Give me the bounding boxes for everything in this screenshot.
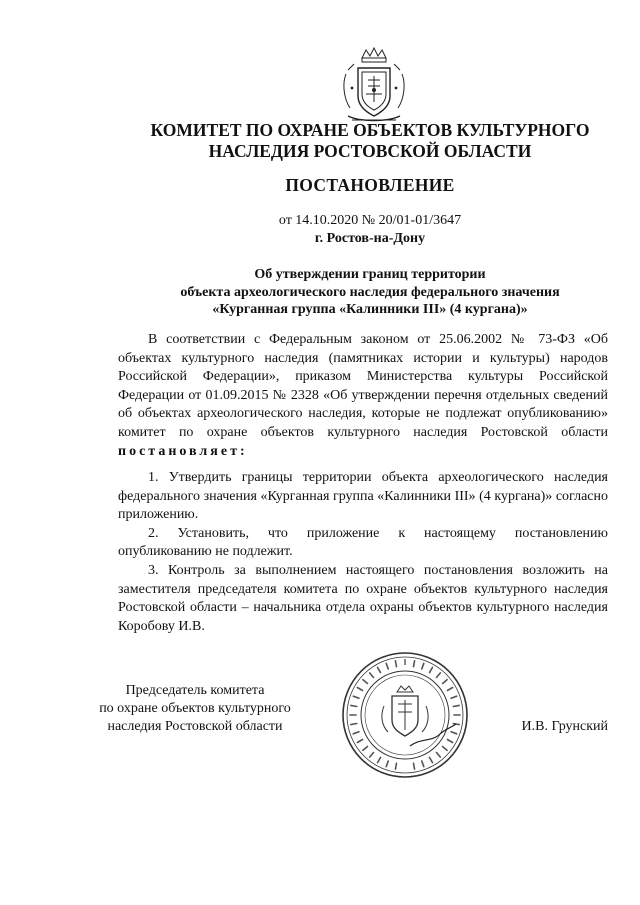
position-line-2: по охране объектов культурного: [99, 701, 291, 716]
resolution-item-2: 2. Установить, что приложение к настоящему постановлению опубликованию не подлежит.: [118, 525, 608, 560]
preamble-text: В соответствии с Федеральным законом от 25.06.2002 № 73-ФЗ «Об объектах культурного наследия (памятниках истории и культуры) народов Российской Федерации», приказом Министерства культуры Российской Федерации от 01.09.2015 № 2328 «Об утверждении перечня отдельных сведений об объектах археологического наследия, которые не подлежат опубликованию» комитет по охране объектов культурного наследия Ростовской области: [118, 332, 608, 440]
subject-line-2: объекта археологического наследия федерального значения: [180, 284, 560, 300]
document-date-number: от 14.10.2020 № 20/01-01/3647: [278, 213, 462, 228]
issuing-authority: [100, 120, 640, 162]
resolution-item-3: 3. Контроль за выполнением настоящего постановления возложить на заместителя председателя комитета по охране объектов культурного наследия Ростовской области – начальника отдела охраны объектов культурного наследия Коробову И.В.: [118, 562, 608, 634]
document-city: г. Ростов-на-Дону: [314, 231, 426, 246]
signatory-name: И.В. Грунский: [521, 719, 608, 734]
position-line-1: Председатель комитета: [125, 683, 265, 698]
coat-of-arms-emblem-icon: [332, 44, 416, 128]
preamble-paragraph: [118, 331, 608, 461]
signatory-position: [82, 682, 308, 736]
document-type-title: ПОСТАНОВЛЕНИЕ: [285, 175, 455, 195]
position-line-3: наследия Ростовской области: [107, 719, 283, 734]
official-seal-icon: [340, 650, 470, 780]
committee-line-1: КОМИТЕТ ПО ОХРАНЕ ОБЪЕКТОВ КУЛЬТУРНОГО: [150, 120, 590, 140]
document-subject: [100, 266, 640, 319]
subject-line-3: «Курганная группа «Калинники III» (4 кургана)»: [212, 302, 528, 317]
resolves-word: постановляет:: [118, 443, 248, 459]
resolution-item-1: 1. Утвердить границы территории объекта археологического наследия федерального значения «Курганная группа «Калинники III» (4 кургана)» согласно приложению.: [118, 470, 608, 523]
resolution-items: [118, 469, 608, 636]
subject-line-1: Об утверждении границ территории: [254, 267, 486, 282]
committee-line-2: НАСЛЕДИЯ РОСТОВСКОЙ ОБЛАСТИ: [208, 141, 532, 161]
